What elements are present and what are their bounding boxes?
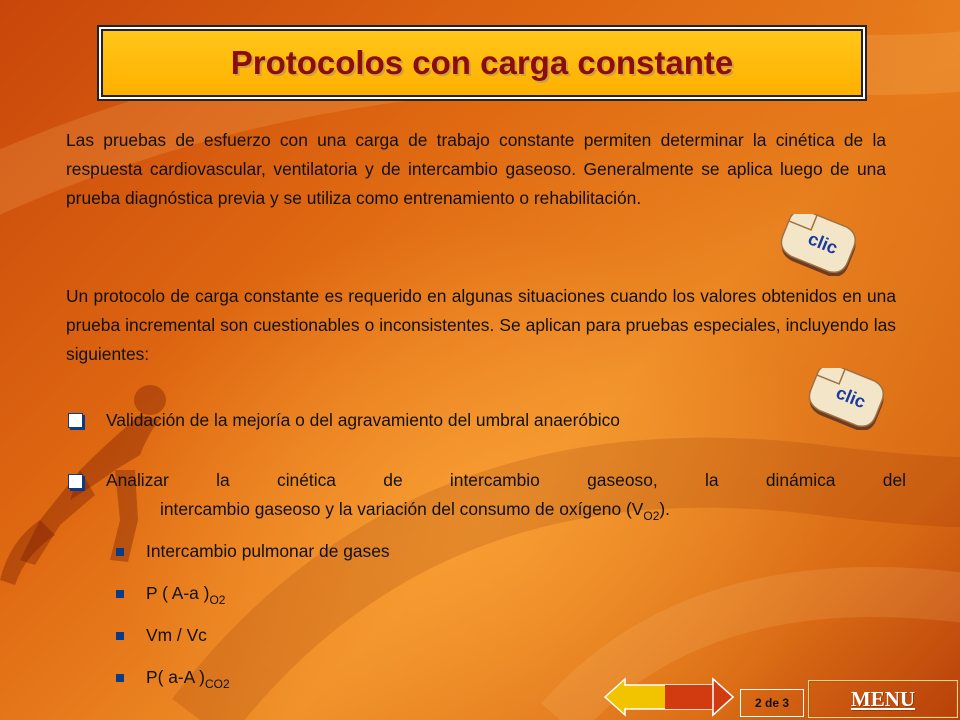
second-paragraph: Un protocolo de carga constante es requerido en algunas situaciones cuando los valores obtenidos en una prueba incremental son cuestionables o inconsistentes. Se aplican para pruebas especiales, incluyendo las siguientes: <box>66 286 896 364</box>
square-bullet-icon <box>116 590 124 598</box>
square-bullet-icon <box>116 548 124 556</box>
clic-label: clic <box>805 228 841 259</box>
square-bullet-icon <box>116 632 124 640</box>
menu-button[interactable]: MENU <box>808 680 958 718</box>
square-bullet-icon <box>116 674 124 682</box>
checkbox-bullet-icon <box>68 413 83 428</box>
subitem-1: Intercambio pulmonar de gases <box>146 541 390 561</box>
page-title: Protocolos con carga constante <box>230 44 734 81</box>
next-arrow-icon[interactable] <box>603 677 735 717</box>
intro-paragraph: Las pruebas de esfuerzo con una carga de trabajo constante permiten determinar la cinética de la respuesta cardiovascular, ventilatoria y de intercambio gaseoso. Generalmente se aplica luego de una prueba diagnóstica previa y se utiliza como entrenamiento o rehabilitación. <box>66 130 886 208</box>
page-counter: 2 de 3 <box>740 689 804 717</box>
subitem-2: P ( A-a )$_{O2}$ <box>146 583 226 607</box>
subitem-3: Vm / Vc <box>146 625 207 645</box>
subitem-4: P( a-A )$_{CO2}$ <box>146 667 230 691</box>
bullet-item-1: Validación de la mejoría o del agravamiento del umbral anaeróbico <box>106 410 620 430</box>
mouse-clic-icon[interactable] <box>778 214 860 276</box>
mouse-clic-icon[interactable] <box>806 368 888 430</box>
clic-label: clic <box>833 382 869 413</box>
bullet-item-2-line1: Analizar la cinética de intercambio gaseoso, la dinámica del <box>106 470 906 490</box>
checkbox-bullet-icon <box>68 474 83 489</box>
bullet-item-2-line2: intercambio gaseoso y la variación del consumo de oxígeno $(V_{O2})$. <box>160 499 670 523</box>
title-banner <box>101 29 863 97</box>
